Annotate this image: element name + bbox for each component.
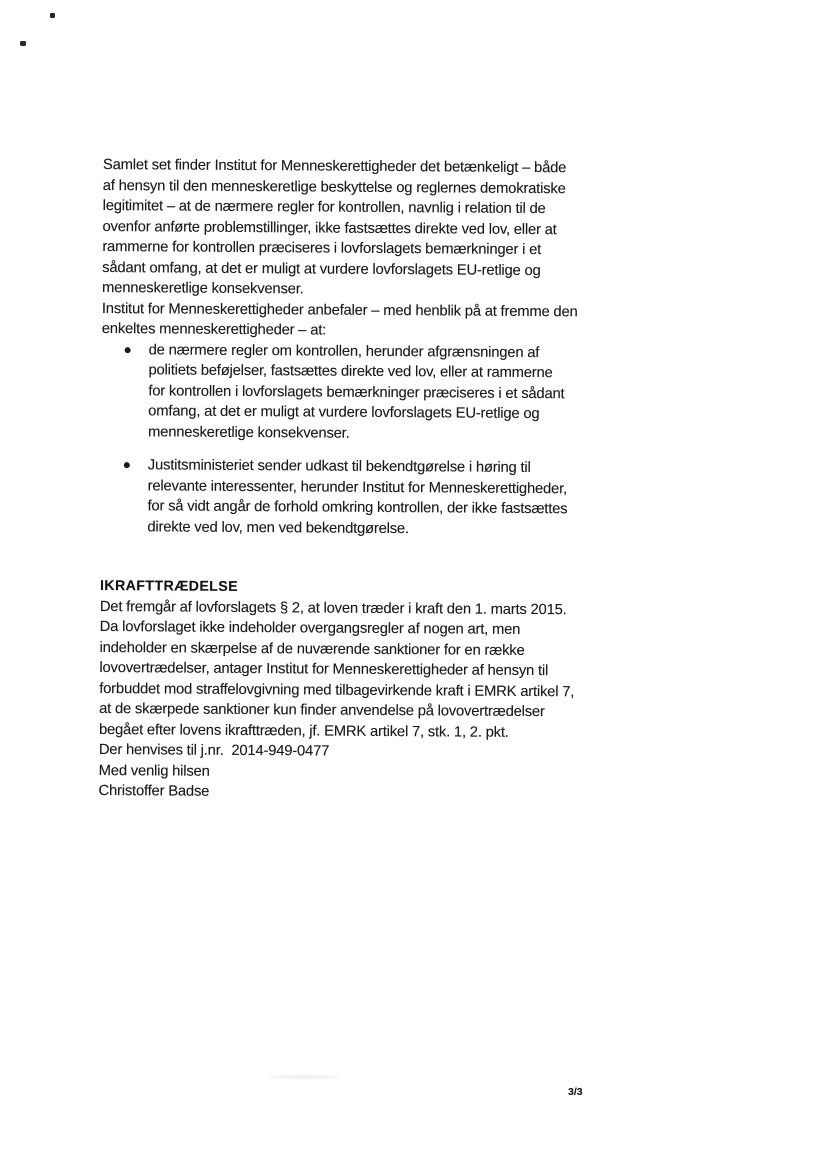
paragraph-retroactivity: Da lovforslaget ikke indeholder overgangsregler af nogen art, men indeholder en skærpelse af de nuværende sanktioner for en række lovovertrædelser, antager Institut for Menneskerettigheder af hensyn til forbuddet mod straffelovgivning med tilbagevirkende kraft i EMRK artikel 7, at de skærpede sanktioner kun finder anvendelse på lovovertrædelser begået efter lovens ikrafttræden, jf. EMRK artikel 7, stk. 1, 2. pkt. xyxy=(98,618,575,741)
paragraph-recommendation-intro: Institut for Menneskerettigheder anbefaler – med henblik på at fremme den enkeltes menneskerettigheder – at: xyxy=(101,300,578,339)
scan-speck xyxy=(20,41,26,46)
recommendation-item xyxy=(100,455,579,540)
recommendation-text: Justitsministeriet sender udkast til bekendtgørelse i høring til relevante interessenter, herunder Institut for Menneskerettigheder, for så vidt angår de forhold omkring kontrollen, der ikke fastsættes direkte ved lov, men ved bekendtgørelse. xyxy=(147,457,568,537)
bullet-icon xyxy=(125,347,131,353)
recommendation-text: de nærmere regler om kontrollen, herunder afgrænsningen af politiets beføjelser, fastsættes direkte ved lov, eller at rammerne for kontrollen i lovforslagets bemærkninger præciseres i et sådant omfang, at det er muligt at vurdere lovforslagets EU-retlige og menneskeretlige konsekvenser. xyxy=(148,341,565,442)
letter-body xyxy=(98,155,581,805)
scan-smudge xyxy=(268,1075,340,1079)
reference-line: Der henvises til j.nr. 2014-949-0477 xyxy=(98,741,330,760)
recommendation-item xyxy=(101,339,580,445)
scan-speck xyxy=(50,13,55,18)
closing-salutation: Med venlig hilsen xyxy=(98,762,210,780)
paragraph-assessment: Samlet set finder Institut for Menneskerettigheder det betænkeligt – både af hensyn til den menneskeretlige beskyttelse og reglernes demokratiske legitimitet – at de nærmere regler for kontrollen, navnlig i relation til de ovenfor anførte problemstillinger, ikke fastsættes direkte ved lov, eller at rammerne for kontrollen præciseres i lovforslagets bemærkninger i et sådant omfang, at det er muligt at vurdere lovforslagets EU-retlige og menneskeretlige konsekvenser. xyxy=(102,156,567,298)
recommendation-list xyxy=(100,339,579,540)
paragraph-effective-date: Det fremgår af lovforslagets § 2, at loven træder i kraft den 1. marts 2015. xyxy=(99,598,567,618)
page-number: 3/3 xyxy=(568,1086,583,1098)
signature-name: Christoffer Badse xyxy=(98,782,210,800)
section-heading-ikrafttraedelse: IKRAFTTRÆDELSE xyxy=(99,577,239,595)
bullet-icon xyxy=(124,462,130,468)
